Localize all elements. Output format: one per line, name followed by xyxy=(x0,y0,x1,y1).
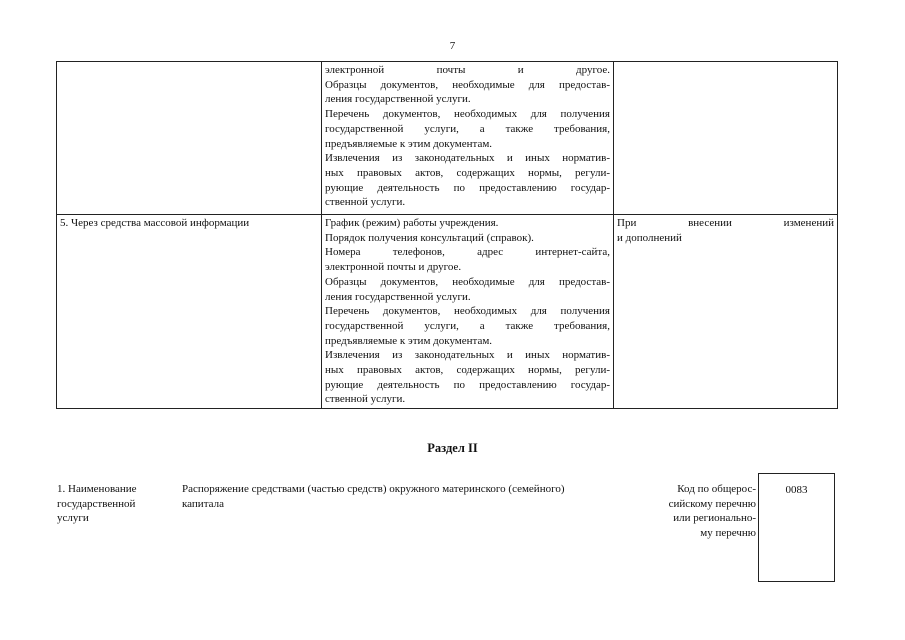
text-line: Распоряжение средствами (частью средств) окружного материнского (семейного) xyxy=(182,483,565,495)
text-line: предъявляемые к этим документам. xyxy=(325,334,493,347)
text-line: электронной почты и другое. xyxy=(325,64,610,76)
word: внесении xyxy=(688,217,732,229)
text-line: 1. Наименование xyxy=(57,483,137,495)
text-line: ных правовых актов, содержащих нормы, регули- xyxy=(325,166,610,179)
word: изменений xyxy=(783,217,834,229)
text-line: государственной услуги, а также требования, xyxy=(325,319,610,332)
text-line: государственной услуги, а также требования, xyxy=(325,122,610,135)
text-line: му перечню xyxy=(700,527,756,540)
channel-cell: 5. Через средства массовой информации xyxy=(57,215,322,409)
text-line: капитала xyxy=(182,497,224,510)
registry-code-value: 0083 xyxy=(785,484,808,496)
update-frequency-line: и дополнений xyxy=(617,231,682,244)
text-line: Код по общерос- xyxy=(677,483,756,495)
text-line: предъявляемые к этим документам. xyxy=(325,137,493,150)
text-line: Перечень документов, необходимых для получения xyxy=(325,305,610,318)
section-title: Раздел II xyxy=(427,441,478,455)
text-line: Образцы документов, необходимые для предостав- xyxy=(325,275,610,288)
text-line: государственной xyxy=(57,497,136,510)
text-line: Порядок получения консультаций (справок). xyxy=(325,231,534,244)
text-line: рующие деятельность по предоставлению государ- xyxy=(325,378,610,391)
text-line: Образцы документов, необходимые для предостав- xyxy=(325,78,610,91)
info-content-cell xyxy=(322,62,614,215)
text-line: рующие деятельность по предоставлению государ- xyxy=(325,181,610,194)
text-line: или регионально- xyxy=(673,512,756,525)
text-line: сийскому перечню xyxy=(668,497,756,510)
service-name-label xyxy=(57,482,177,526)
registry-code-box xyxy=(758,473,835,582)
text-line: Извлечения из законодательных и иных норматив- xyxy=(325,349,610,362)
update-frequency-cell xyxy=(614,215,838,409)
word: При xyxy=(617,217,637,229)
update-frequency-line xyxy=(617,216,834,231)
table-row xyxy=(57,215,838,409)
channel-cell xyxy=(57,62,322,215)
info-channels-table xyxy=(56,61,838,409)
page-number: 7 xyxy=(449,40,456,52)
text-line: ления государственной услуги. xyxy=(325,290,471,303)
text-line: График (режим) работы учреждения. xyxy=(325,217,499,229)
text-line: электронной почты и другое. xyxy=(325,261,462,274)
info-content-cell xyxy=(322,215,614,409)
text-line: Номера телефонов, адрес интернет-сайта, xyxy=(325,246,610,259)
text-line: ных правовых актов, содержащих нормы, регули- xyxy=(325,364,610,377)
table-row xyxy=(57,62,838,215)
text-line: ственной услуги. xyxy=(325,393,406,406)
text-line: ственной услуги. xyxy=(325,196,406,209)
text-line: услуги xyxy=(57,512,89,525)
registry-code-label xyxy=(648,482,756,541)
text-line: Извлечения из законодательных и иных норматив- xyxy=(325,152,610,165)
text-line: Перечень документов, необходимых для получения xyxy=(325,108,610,121)
text-line: ления государственной услуги. xyxy=(325,93,471,106)
service-name-value xyxy=(182,482,642,511)
update-frequency-cell xyxy=(614,62,838,215)
